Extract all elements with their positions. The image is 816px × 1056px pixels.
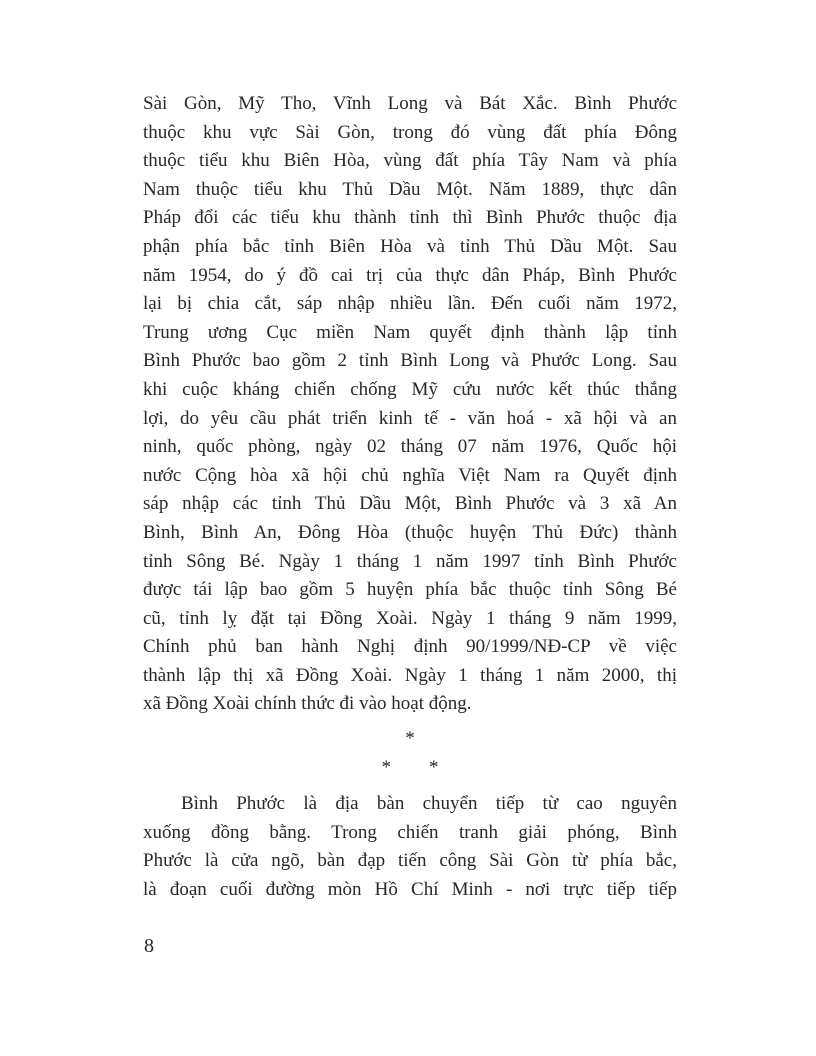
text-line: xã Đồng Xoài chính thức đi vào hoạt động. <box>143 693 472 715</box>
text-line: Sài Gòn, Mỹ Tho, Vĩnh Long và Bát Xắc. Bình Phước <box>143 93 677 114</box>
section-separator-top <box>143 725 677 754</box>
text-line: thuộc tiểu khu Biên Hòa, vùng đất phía Tây Nam và phía <box>143 150 677 172</box>
text-line: Phước là cửa ngõ, bàn đạp tiến công Sài Gòn từ phía bắc, <box>143 850 677 872</box>
paragraph-1 <box>143 90 677 719</box>
text-line: Chính phủ ban hành Nghị định 90/1999/NĐ-CP về việc <box>143 636 677 658</box>
paragraph-2 <box>143 790 677 904</box>
text-line: Bình, Bình An, Đông Hòa (thuộc huyện Thủ Đức) thành <box>143 521 677 543</box>
asterisk-glyph: * <box>381 756 391 778</box>
text-line: sáp nhập các tỉnh Thủ Dầu Một, Bình Phước và 3 xã An <box>143 493 677 515</box>
asterisk-glyph: * <box>429 756 439 778</box>
text-line: năm 1954, do ý đồ cai trị của thực dân Pháp, Bình Phước <box>143 264 677 286</box>
text-line: lại bị chia cắt, sáp nhập nhiều lần. Đến cuối năm 1972, <box>143 293 677 315</box>
page-number: 8 <box>144 935 154 957</box>
text-line: Bình Phước bao gồm 2 tỉnh Bình Long và Phước Long. Sau <box>143 350 677 372</box>
text-line: ninh, quốc phòng, ngày 02 tháng 07 năm 1976, Quốc hội <box>143 436 677 458</box>
text-line: Nam thuộc tiểu khu Thủ Dầu Một. Năm 1889, thực dân <box>143 178 677 200</box>
text-block <box>143 90 677 905</box>
text-line: Pháp đổi các tiểu khu thành tỉnh thì Bình Phước thuộc địa <box>143 207 677 229</box>
text-line: được tái lập bao gồm 5 huyện phía bắc thuộc tỉnh Sông Bé <box>143 579 677 601</box>
text-line: khi cuộc kháng chiến chống Mỹ cứu nước kết thúc thắng <box>143 378 677 400</box>
text-line: xuống đồng bằng. Trong chiến tranh giải phóng, Bình <box>143 821 677 843</box>
text-line: Trung ương Cục miền Nam quyết định thành lập tỉnh <box>143 321 677 343</box>
text-line: nước Cộng hòa xã hội chủ nghĩa Việt Nam ra Quyết định <box>143 464 677 486</box>
text-line: thuộc khu vực Sài Gòn, trong đó vùng đất phía Đông <box>143 121 677 143</box>
asterisk-glyph: * <box>405 728 415 750</box>
text-line: phận phía bắc tỉnh Biên Hòa và tỉnh Thủ Dầu Một. Sau <box>143 235 677 257</box>
section-separator-bottom <box>143 754 677 783</box>
text-line: lợi, do yêu cầu phát triển kinh tế - văn hoá - xã hội và an <box>143 407 677 429</box>
text-line: là đoạn cuối đường mòn Hồ Chí Minh - nơi trực tiếp tiếp <box>143 879 677 901</box>
text-line: tỉnh Sông Bé. Ngày 1 tháng 1 năm 1997 tỉnh Bình Phước <box>143 550 677 572</box>
text-line: cũ, tỉnh lỵ đặt tại Đồng Xoài. Ngày 1 tháng 9 năm 1999, <box>143 607 677 629</box>
text-line: thành lập thị xã Đồng Xoài. Ngày 1 tháng 1 năm 2000, thị <box>143 664 677 686</box>
text-line: Bình Phước là địa bàn chuyển tiếp từ cao nguyên <box>181 793 677 815</box>
